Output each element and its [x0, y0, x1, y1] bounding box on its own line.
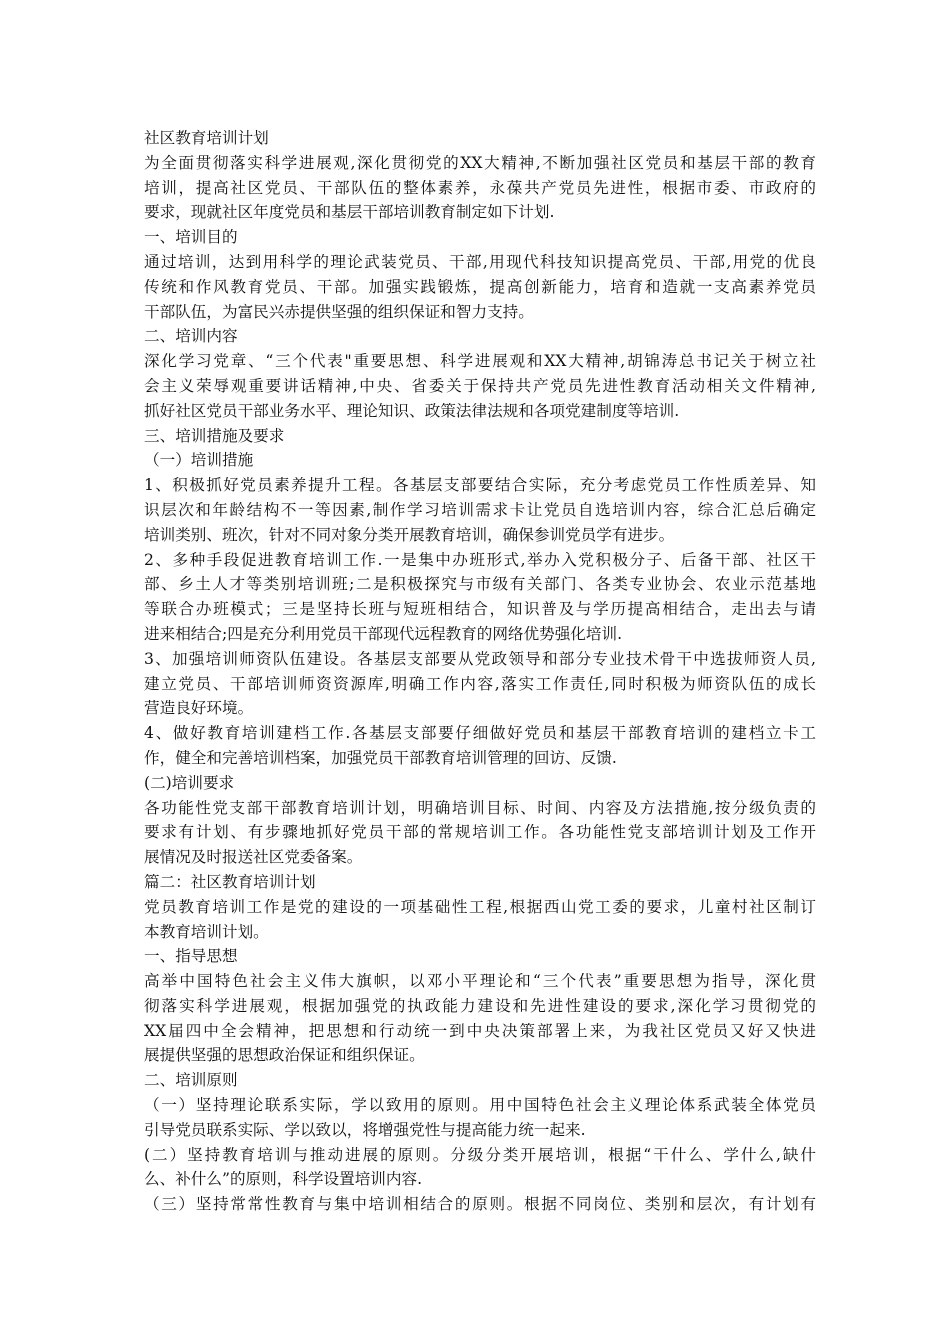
- text-line: 一、培训目的: [144, 228, 238, 247]
- text-line: 篇二：社区教育培训计划: [144, 872, 316, 891]
- text-line: 建立党员、干部培训师资资源库,明确工作内容,落实工作责任,同时积极为师资队伍的成长: [144, 674, 816, 693]
- text-line: 4、做好教育培训建档工作.各基层支部要仔细做好党员和基层干部教育培训的建档立卡工: [144, 724, 816, 743]
- text-line: 培训，提高社区党员、干部队伍的整体素养，永葆共产党员先进性，根据市委、市政府的: [144, 178, 816, 197]
- text-line: 一、指导思想: [144, 947, 238, 966]
- text-line: 传统和作风教育党员、干部。加强实践锻炼，提高创新能力，培育和造就一支高素养党员: [144, 277, 816, 296]
- text-line: 引导党员联系实际、学以致以，将增强党性与提高能力统一起来.: [144, 1120, 586, 1139]
- text-line: 要求，现就社区年度党员和基层干部培训教育制定如下计划.: [144, 203, 555, 222]
- text-line: 展情况及时报送社区党委备案。: [144, 848, 363, 867]
- text-line: 要求有计划、有步骤地抓好党员干部的常规培训工作。各功能性党支部培训计划及工作开: [144, 823, 816, 842]
- text-line: 为全面贯彻落实科学进展观,深化贯彻党的XX大精神,不断加强社区党员和基层干部的教育: [144, 153, 816, 172]
- text-line: 2、多种手段促进教育培训工作.一是集中办班形式,举办入党积极分子、后备干部、社区干: [144, 550, 816, 569]
- text-line: 会主义荣辱观重要讲话精神,中央、省委关于保持共产党员先进性教育活动相关文件精神,: [144, 376, 816, 395]
- text-line: 二、培训原则: [144, 1071, 238, 1090]
- text-line: 进来相结合;四是充分利用党员干部现代远程教育的网络优势强化培训.: [144, 624, 623, 643]
- text-line: 各功能性党支部干部教育培训计划，明确培训目标、时间、内容及方法措施,按分级负责的: [144, 798, 816, 817]
- text-line: (二)培训要求: [144, 773, 235, 792]
- text-line: 展提供坚强的思想政治保证和组织保证。: [144, 1046, 425, 1065]
- text-line: (二）坚持教育培训与推动进展的原则。分级分类开展培训，根据“干什么、学什么,缺什: [144, 1145, 816, 1164]
- text-line: 培训类别、班次，针对不同对象分类开展教育培训，确保参训党员学有进步。: [144, 525, 675, 544]
- text-line: 本教育培训计划。: [144, 922, 269, 941]
- text-line: （三）坚持常常性教育与集中培训相结合的原则。根据不同岗位、类别和层次，有计划有: [144, 1195, 816, 1214]
- text-line: 社区教育培训计划: [144, 129, 269, 147]
- text-line: 识层次和年龄结构不一等因素,制作学习培训需求卡让党员自选培训内容，综合汇总后确定: [144, 500, 816, 519]
- text-line: 二、培训内容: [144, 327, 238, 346]
- text-line: 么、补什么”的原则，科学设置培训内容.: [144, 1170, 423, 1189]
- text-line: 党员教育培训工作是党的建设的一项基础性工程,根据西山党工委的要求，儿童村社区制订: [144, 897, 816, 916]
- text-line: 1、积极抓好党员素养提升工程。各基层支部要结合实际，充分考虑党员工作性质差异、知: [144, 476, 816, 495]
- text-line: 等联合办班模式；三是坚持长班与短班相结合，知识普及与学历提高相结合，走出去与请: [144, 600, 816, 619]
- text-line: 深化学习党章、“三个代表"重要思想、科学进展观和XX大精神,胡锦涛总书记关于树立社: [144, 352, 816, 371]
- text-line: 抓好社区党员干部业务水平、理论知识、政策法律法规和各项党建制度等培训.: [144, 401, 680, 420]
- text-line: 三、培训措施及要求: [144, 426, 285, 445]
- text-line: （一）培训措施: [144, 451, 254, 470]
- document-body: [144, 126, 816, 1217]
- text-line: 彻落实科学进展观，根据加强党的执政能力建设和先进性建设的要求,深化学习贯彻党的: [144, 996, 816, 1015]
- text-line: XX届四中全会精神，把思想和行动统一到中央决策部署上来，为我社区党员又好又快进: [144, 1021, 816, 1040]
- text-line: 高举中国特色社会主义伟大旗帜，以邓小平理论和“三个代表”重要思想为指导，深化贯: [144, 972, 816, 991]
- text-line: 作，健全和完善培训档案，加强党员干部教育培训管理的回访、反馈.: [144, 748, 617, 767]
- text-line: 营造良好环境。: [144, 699, 254, 718]
- text-line: 干部队伍，为富民兴赤提供坚强的组织保证和智力支持。: [144, 302, 534, 321]
- text-line: （一）坚持理论联系实际，学以致用的原则。用中国特色社会主义理论体系武装全体党员: [144, 1096, 816, 1115]
- text-line: 通过培训，达到用科学的理论武装党员、干部,用现代科技知识提高党员、干部,用党的优良: [144, 252, 816, 271]
- text-line: 3、加强培训师资队伍建设。各基层支部要从党政领导和部分专业技术骨干中选拔师资人员,: [144, 649, 816, 668]
- text-line: 部、乡土人才等类别培训班;二是积极探究与市级有关部门、各类专业协会、农业示范基地: [144, 575, 816, 594]
